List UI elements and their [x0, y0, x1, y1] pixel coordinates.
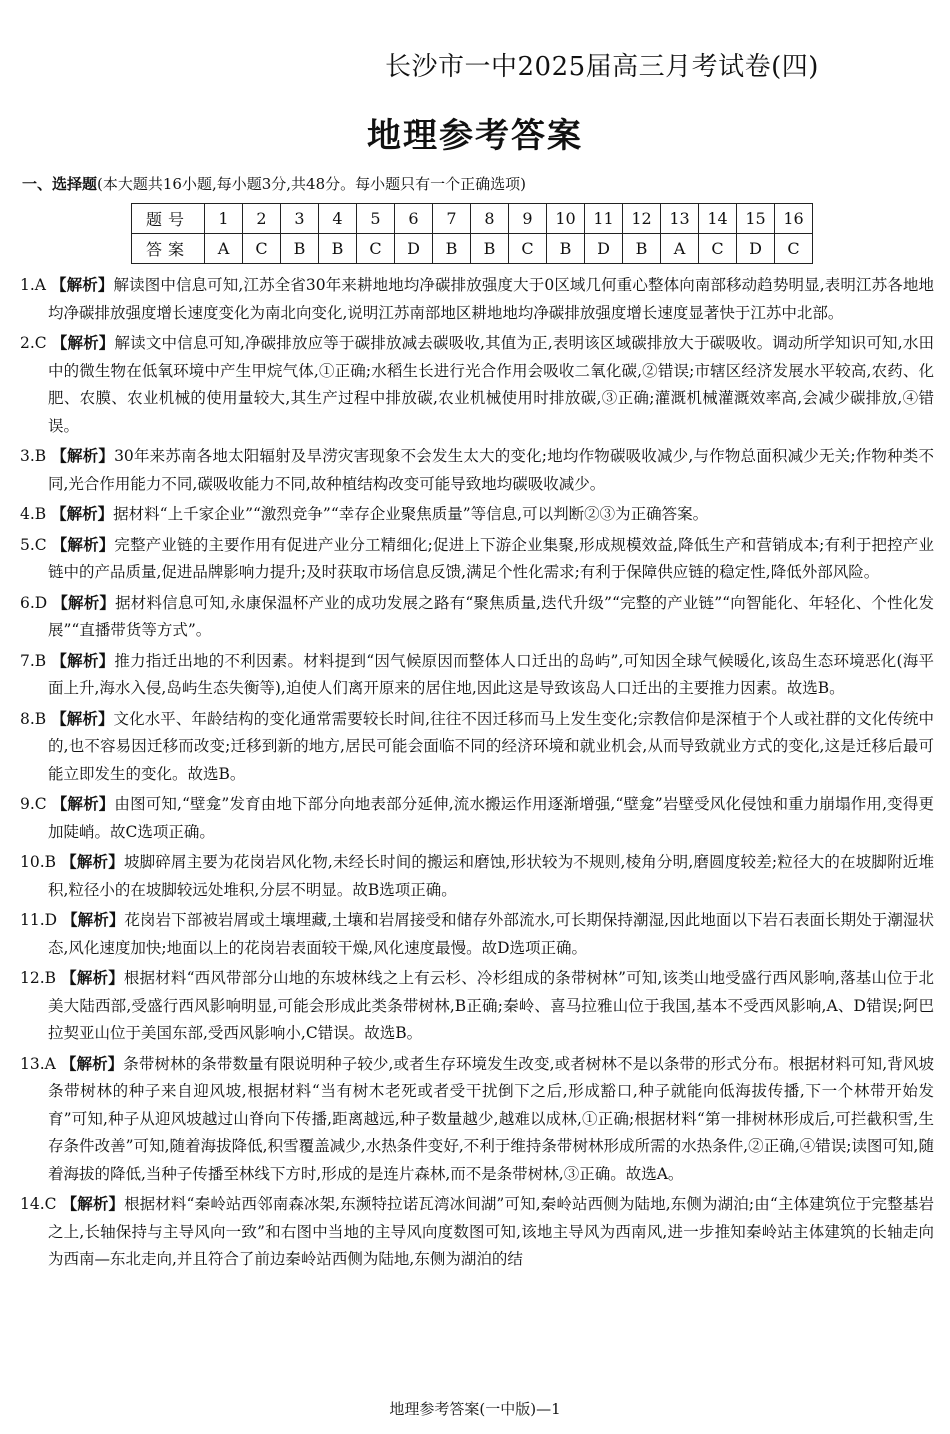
answer-cell: A	[661, 234, 699, 264]
question-number: 14	[699, 204, 737, 234]
analysis-tag: 【解析】	[51, 334, 115, 352]
analysis-tag: 【解析】	[51, 505, 114, 523]
question-number: 1	[205, 204, 243, 234]
item-label: 10.B	[20, 853, 57, 871]
item-label: 8.B	[20, 709, 47, 728]
item-label: 5.C	[20, 535, 47, 554]
exam-title: 长沙市一中2025届高三月考试卷(四)	[385, 52, 819, 82]
row-label-numbers: 题号	[132, 204, 205, 234]
question-number: 16	[775, 204, 813, 234]
question-number: 11	[585, 204, 623, 234]
answer-cell: C	[357, 234, 395, 264]
section-label: 一、选择题	[22, 175, 98, 193]
question-number: 12	[623, 204, 661, 234]
analysis-tag: 【解析】	[51, 709, 114, 728]
item-text: 坡脚碎屑主要为花岗岩风化物,未经长时间的搬运和磨蚀,形状较为不规则,棱角分明,磨圆度较差;粒径大的在坡脚附近堆积,粒径小的在坡脚较远处堆积,分层不明显。故B选项正确。	[48, 853, 934, 899]
answer-cell: C	[243, 234, 281, 264]
explanation-item	[20, 532, 934, 587]
explanation-item	[20, 330, 934, 440]
answer-cell: B	[433, 234, 471, 264]
answer-cell: D	[585, 234, 623, 264]
explanation-item	[20, 791, 934, 846]
answer-cell: C	[775, 234, 813, 264]
question-number: 3	[281, 204, 319, 234]
item-label: 1.A	[20, 276, 46, 294]
explanation-item	[20, 849, 934, 904]
explanation-item	[20, 1051, 934, 1189]
answer-cell: D	[395, 234, 433, 264]
question-number: 6	[395, 204, 433, 234]
item-text: 据材料“上千家企业”“激烈竞争”“幸存企业聚焦质量”等信息,可以判断②③为正确答案。	[113, 505, 709, 523]
explanation-item	[20, 272, 934, 327]
answer-cell: C	[509, 234, 547, 264]
answer-cell: C	[699, 234, 737, 264]
item-text: 条带树林的条带数量有限说明种子较少,或者生存环境发生改变,或者树林不是以条带的形式分布。根据材料可知,背风坡条带树林的种子来自迎风坡,根据材料“当有树木老死或者受干扰倒下之后,形成豁口,种子就能向低海拔传播,下一个林带开始发育”可知,种子从迎风坡越过山脊向下传播,距离越远,种子数量越少,越难以成林,①正确;根据材料“第一排树林形成后,可拦截积雪,生存条件改善”可知,随着海拔降低,积雪覆盖减少,水热条件变好,不利于维持条带树林形成所需的水热条件,②正确,④错误;读图可知,随着海拔的降低,当种子传播至林线下方时,形成的是连片森林,而不是条带树林,③正确。故选A。	[48, 1054, 934, 1183]
analysis-tag: 【解析】	[60, 1054, 124, 1073]
item-label: 13.A	[20, 1054, 56, 1073]
question-number: 7	[433, 204, 471, 234]
answer-cell: B	[623, 234, 661, 264]
page-title: 地理参考答案	[367, 116, 583, 156]
analysis-tag: 【解析】	[51, 276, 114, 294]
item-text: 据材料信息可知,永康保温杯产业的成功发展之路有“聚焦质量,迭代升级”“完整的产业链”“向智能化、年轻化、个性化发展”“直播带货等方式”。	[48, 593, 934, 639]
analysis-tag: 【解析】	[52, 593, 116, 612]
section-heading	[22, 173, 526, 194]
item-text: 根据材料“秦岭站西邻南森冰架,东濒特拉诺瓦湾冰间湖”可知,秦岭站西侧为陆地,东侧为湖泊;由“主体建筑位于完整基岩之上,长轴保持与主导风向一致”和右图中当地的主导风向度数图可知,该地主导风为西南风,进一步推知秦岭站主体建筑的长轴走向为西南—东北走向,并且符合了前边秦岭站西侧为陆地,东侧为湖泊的结	[48, 1195, 934, 1268]
analysis-tag: 【解析】	[61, 969, 124, 987]
question-number: 10	[547, 204, 585, 234]
analysis-tag: 【解析】	[61, 853, 124, 871]
answer-cell: B	[547, 234, 585, 264]
answer-cell: A	[205, 234, 243, 264]
answer-cell: B	[319, 234, 357, 264]
item-label: 2.C	[20, 334, 47, 352]
question-number: 9	[509, 204, 547, 234]
row-label-answers: 答案	[132, 234, 205, 264]
item-text: 30年来苏南各地太阳辐射及旱涝灾害现象不会发生太大的变化;地均作物碳吸收减少,与作物总面积减少无关;作物种类不同,光合作用能力不同,碳吸收能力不同,故种植结构改变可能导致地均碳吸收减少。	[48, 447, 934, 493]
item-text: 根据材料“西风带部分山地的东坡林线之上有云杉、冷杉组成的条带树林”可知,该类山地受盛行西风影响,落基山位于北美大陆西部,受盛行西风影响明显,可能会形成此类条带树林,B正确;秦岭、喜马拉雅山位于我国,基本不受西风影响,A、D错误;阿巴拉契亚山位于美国东部,受西风影响小,C错误。故选B。	[48, 969, 934, 1042]
question-number: 8	[471, 204, 509, 234]
item-label: 3.B	[20, 447, 47, 465]
explanation-item	[20, 907, 934, 962]
answer-cell: B	[281, 234, 319, 264]
explanation-item	[20, 443, 934, 498]
answer-row	[132, 234, 813, 264]
item-label: 14.C	[20, 1195, 57, 1213]
item-text: 完整产业链的主要作用有促进产业分工精细化;促进上下游企业集聚,形成规模效益,降低生产和营销成本;有利于把控产业链中的产品质量,促进品牌影响力提升;及时获取市场信息反馈,满足个性化需求;有利于保障供应链的稳定性,降低外部风险。	[48, 535, 934, 581]
explanation-list	[20, 272, 934, 1277]
answer-cell: D	[737, 234, 775, 264]
explanation-item	[20, 706, 934, 789]
item-label: 11.D	[20, 911, 58, 929]
item-label: 9.C	[20, 795, 47, 813]
item-text: 解读文中信息可知,净碳排放应等于碳排放减去碳吸收,其值为正,表明该区域碳排放大于碳吸收。调动所学知识可知,水田中的微生物在低氧环境中产生甲烷气体,①正确;水稻生长进行光合作用会吸收二氧化碳,②错误;市辖区经济发展水平较高,农药、化肥、农膜、农业机械的使用量较大,其生产过程中排放碳,农业机械使用时排放碳,③正确;灌溉机械灌溉效率高,会减少碳排放,④错误。	[48, 334, 934, 435]
item-text: 由图可知,“壁龛”发育由地下部分向地表部分延伸,流水搬运作用逐渐增强,“壁龛”岩壁受风化侵蚀和重力崩塌作用,变得更加陡峭。故C选项正确。	[48, 795, 934, 841]
explanation-item	[20, 648, 934, 703]
page-footer: 地理参考答案(一中版)—1	[389, 1400, 561, 1418]
question-number: 4	[319, 204, 357, 234]
explanation-item	[20, 1191, 934, 1274]
item-label: 12.B	[20, 969, 57, 987]
item-text: 花岗岩下部被岩屑或土壤埋藏,土壤和岩屑接受和储存外部流水,可长期保持潮湿,因此地面以下岩石表面长期处于潮湿状态,风化速度加快;地面以上的花岗岩表面较干燥,风化速度最慢。故D选项正确。	[48, 911, 934, 957]
explanation-item	[20, 501, 934, 529]
item-label: 4.B	[20, 505, 47, 523]
question-number: 15	[737, 204, 775, 234]
item-text: 解读图中信息可知,江苏全省30年来耕地地均净碳排放强度大于0区域几何重心整体向南部移动趋势明显,表明江苏各地地均净碳排放强度增长速度变化为南北向变化,说明江苏南部地区耕地地均净碳排放强度增长速度显著快于江苏中北部。	[48, 276, 934, 322]
question-number: 13	[661, 204, 699, 234]
question-number-row	[132, 204, 813, 234]
analysis-tag: 【解析】	[61, 1195, 125, 1213]
analysis-tag: 【解析】	[51, 651, 115, 670]
analysis-tag: 【解析】	[51, 447, 115, 465]
answer-cell: B	[471, 234, 509, 264]
answer-table	[131, 203, 813, 264]
question-number: 2	[243, 204, 281, 234]
item-text: 文化水平、年龄结构的变化通常需要较长时间,往往不因迁移而马上发生变化;宗教信仰是深植于个人或社群的文化传统中的,也不容易因迁移而改变;迁移到新的地方,居民可能会面临不同的经济环境和就业机会,从而导致就业方式的变化,这是迁移后最可能立即发生的变化。故选B。	[48, 709, 934, 783]
item-label: 6.D	[20, 593, 48, 612]
analysis-tag: 【解析】	[62, 911, 125, 929]
item-label: 7.B	[20, 651, 47, 670]
explanation-item	[20, 590, 934, 645]
explanation-item	[20, 965, 934, 1048]
item-text: 推力指迁出地的不利因素。材料提到“因气候原因而整体人口迁出的岛屿”,可知因全球气候暖化,该岛生态环境恶化(海平面上升,海水入侵,岛屿生态失衡等),迫使人们离开原来的居住地,因此这是导致该岛人口迁出的主要推力因素。故选B。	[48, 651, 934, 697]
question-number: 5	[357, 204, 395, 234]
analysis-tag: 【解析】	[51, 795, 115, 813]
section-note: (本大题共16小题,每小题3分,共48分。每小题只有一个正确选项)	[97, 175, 526, 193]
analysis-tag: 【解析】	[51, 535, 115, 554]
